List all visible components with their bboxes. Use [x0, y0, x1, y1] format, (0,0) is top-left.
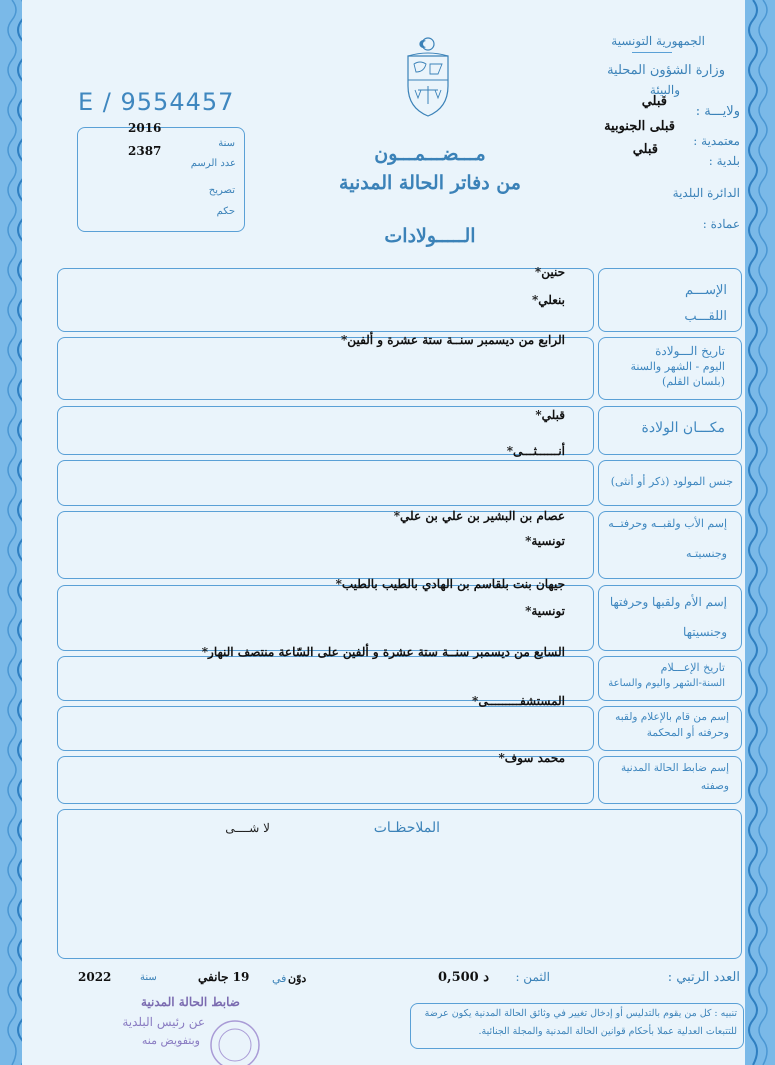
record-year-value: 2016	[128, 121, 162, 135]
issue-in-label: في	[272, 972, 287, 985]
record-number-label: عدد الرسم	[190, 158, 236, 169]
first-name-label: الإســـم	[685, 283, 727, 298]
declaration-date-label: تاريخ الإعـــلام	[660, 661, 725, 674]
remarks-label: الملاحظـات	[373, 820, 440, 836]
price-value: 0,500 د	[438, 970, 490, 985]
record-number-value: 2387	[128, 144, 162, 158]
title-extract: مـــضـــمـــون	[374, 143, 486, 165]
municipality-value: قبلي	[632, 142, 658, 157]
issue-prefix: دوّن	[288, 972, 307, 985]
father-value: عصام بن البشير بن علي بن علي*	[393, 509, 565, 523]
declarant-value: المستشفـــــــــى*	[472, 694, 565, 708]
mother-nationality-label: وجنسيتها	[683, 625, 727, 639]
issue-year-value: 2022	[78, 970, 112, 984]
delegation-value: قبلى الجنوبية	[604, 119, 675, 134]
officer-label: إسم ضابط الحالة المدنية	[620, 762, 729, 774]
delegation-label: معتمدية :	[693, 134, 740, 148]
header-divider	[632, 52, 672, 53]
municipality-label: بلدية :	[708, 154, 740, 168]
birth-place-value: قبلي*	[535, 408, 565, 422]
mother-nationality-value: تونسية*	[525, 604, 565, 618]
municipal-district-label: الدائرة البلدية	[672, 186, 740, 200]
round-seal-icon	[205, 1015, 265, 1065]
father-label: إسم الأب ولقبــه وحرفتــه	[608, 517, 727, 530]
stamp-line-2: وبتفويض منه	[141, 1034, 200, 1047]
price-label: الثمن :	[515, 970, 550, 984]
remarks-value: لا شــــى	[225, 821, 270, 835]
order-number-label: العدد الرتبي :	[667, 970, 740, 985]
birth-date-label: تاريخ الـــولادة	[655, 344, 725, 358]
issue-day-month: 19 جانفي	[198, 970, 250, 984]
legal-notice-line-1: تنبيه : كل من يقوم بالتدليس أو إدخال تغيير في وثائق الحالة المدنية يكون عرضة	[424, 1008, 737, 1019]
father-nationality-value: تونسية*	[525, 534, 565, 548]
stamp-line-1: عن رئيس البلدية	[122, 1015, 205, 1029]
officer-sublabel: وصفته	[700, 780, 729, 792]
title-births: الـــــولادات	[384, 225, 476, 247]
mother-value: جيهان بنت بلقاسم بن الهادي بالطيب بالطيب*	[335, 577, 565, 591]
legal-notice-line-2: للتتبعات العدلية عملا بأحكام قوانين الحالة المدنية والمجلة الجنائية.	[478, 1026, 737, 1037]
birth-date-sublabel: اليوم - الشهر والسنة	[630, 360, 725, 373]
issue-year-label: سنة	[140, 972, 157, 983]
father-nationality-label: وجنسيتـه	[685, 547, 727, 560]
officer-value: محمد سوف*	[498, 751, 565, 765]
sex-value: أنــــــثـــى*	[506, 444, 565, 458]
surname-value: بنعلي*	[532, 293, 565, 307]
right-decorative-border	[745, 0, 775, 1065]
mother-value-box	[57, 585, 594, 651]
record-year-label: سنة	[218, 138, 235, 149]
declaration-date-sublabel: السنة-الشهر واليوم والساعة	[608, 678, 725, 689]
birth-date-note: (بلسان القلم)	[662, 375, 725, 388]
declaration-label: تصريح	[208, 185, 235, 196]
declaration-date-value: السابع من ديسمبر سنــة ستة عشرة و ألفين على السّاعة منتصف النهار*	[201, 645, 565, 659]
sex-value-box	[57, 460, 594, 506]
first-name-value: حنين*	[534, 265, 565, 279]
surname-label: اللقـــب	[684, 309, 727, 324]
tunisia-coat-of-arms-icon	[400, 36, 456, 118]
name-value-box	[57, 268, 594, 332]
birth-date-value: الرابع من ديسمبر سنــة ستة عشرة و ألفين*	[341, 333, 565, 347]
ministry-label-2: والبيئة	[649, 83, 680, 97]
declarant-label: إسم من قام بالإعلام ولقبه	[615, 711, 729, 723]
declarant-sublabel: وحرفته أو المحكمة	[646, 727, 729, 739]
birth-place-label: مكـــان الولادة	[641, 420, 725, 436]
judgment-label: حكم	[216, 206, 235, 217]
wilaya-value: قبلي	[641, 94, 667, 109]
imada-label: عمادة :	[702, 217, 740, 231]
mother-label: إسم الأم ولقبها وحرفتها	[609, 595, 727, 609]
wilaya-label: ولايـــة :	[695, 104, 740, 119]
sex-label: جنس المولود (ذكر أو أنثى)	[610, 475, 733, 488]
ministry-label: وزارة الشؤون المحلية	[607, 63, 725, 78]
declarant-value-box	[57, 706, 594, 751]
republic-label: الجمهورية التونسية	[611, 34, 705, 48]
officer-title-stamp: ضابط الحالة المدنية	[140, 995, 240, 1009]
serial-number: E / 9554457	[78, 88, 235, 116]
title-civil-status-registers: من دفاتر الحالة المدنية	[339, 172, 521, 194]
